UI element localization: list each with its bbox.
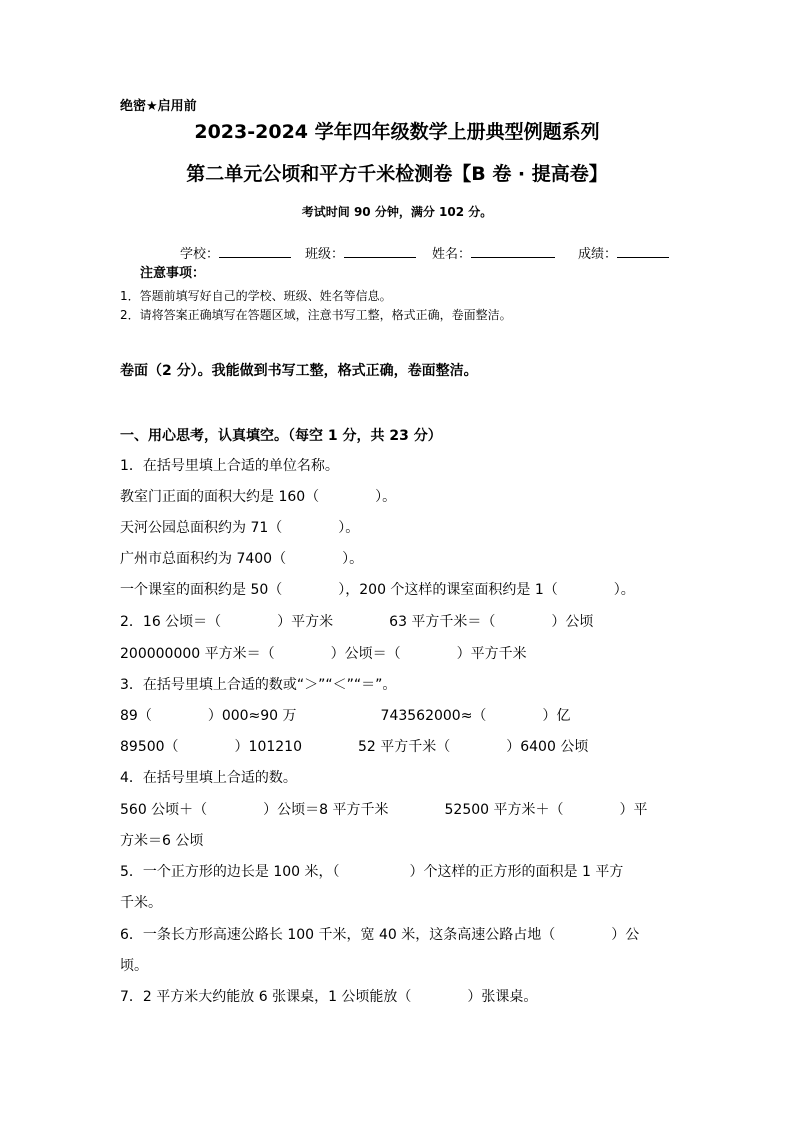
name-blank	[471, 243, 555, 258]
question-line: 方米＝6 公顷	[120, 833, 204, 849]
question-line: 1．在括号里填上合适的单位名称。	[120, 458, 339, 474]
confidential-mark: 绝密★启用前	[120, 99, 197, 114]
class-blank	[344, 243, 416, 258]
question-line: 89500（ ）101210 52 平方千米（ ）6400 公顷	[120, 739, 589, 755]
exam-time-info: 考试时间 90 分钟，满分 102 分。	[301, 205, 493, 219]
page-title-line2: 第二单元公顷和平方千米检测卷【B 卷 · 提高卷】	[186, 163, 608, 185]
score-label: 成绩：	[578, 247, 618, 262]
question-line: 一个课室的面积约是 50（ ），200 个这样的课室面积约是 1（ ）。	[120, 582, 635, 598]
question-line: 200000000 平方米＝（ ）公顷＝（ ）平方千米	[120, 646, 527, 662]
name-field	[432, 243, 555, 264]
section1-heading: 一、用心思考，认真填空。（每空 1 分，共 23 分）	[120, 428, 442, 444]
question-line: 广州市总面积约为 7400（ ）。	[120, 551, 364, 567]
class-label: 班级：	[305, 247, 345, 262]
question-line: 教室门正面的面积大约是 160（ ）。	[120, 489, 397, 505]
question-line: 2．16 公顷＝（ ）平方米 63 平方千米＝（ ）公顷	[120, 614, 594, 630]
score-blank	[617, 243, 669, 258]
question-line: 4．在括号里填上合适的数。	[120, 770, 297, 786]
question-line: 5．一个正方形的边长是 100 米，（ ）个这样的正方形的面积是 1 平方	[120, 864, 624, 880]
score-field	[578, 243, 669, 264]
page-title-line1: 2023-2024 学年四年级数学上册典型例题系列	[194, 121, 600, 143]
notice-item: 2．请将答案正确填写在答题区域，注意书写工整，格式正确，卷面整洁。	[120, 308, 512, 322]
notice-heading: 注意事项：	[140, 266, 206, 281]
question-line: 3．在括号里填上合适的数或“＞”“＜”“＝”。	[120, 677, 397, 693]
question-line: 千米。	[120, 895, 162, 911]
class-field	[305, 243, 416, 264]
school-field	[180, 243, 291, 264]
question-line: 顷。	[120, 958, 148, 974]
question-line: 560 公顷＋（ ）公顷＝8 平方千米 52500 平方米＋（ ）平	[120, 802, 648, 818]
school-label: 学校：	[180, 247, 220, 262]
school-blank	[219, 243, 291, 258]
question-line: 89（ ）000≈90 万 743562000≈（ ）亿	[120, 708, 571, 724]
name-label: 姓名：	[432, 247, 472, 262]
question-line: 7．2 平方米大约能放 6 张课桌，1 公顷能放（ ）张课桌。	[120, 989, 538, 1005]
question-line: 6．一条长方形高速公路长 100 千米，宽 40 米，这条高速公路占地（ ）公	[120, 927, 640, 943]
question-line: 天河公园总面积约为 71（ ）。	[120, 520, 360, 536]
notice-item: 1．答题前填写好自己的学校、班级、姓名等信息。	[120, 289, 392, 303]
neatness-statement: 卷面（2 分）。我能做到书写工整，格式正确，卷面整洁。	[120, 363, 478, 379]
